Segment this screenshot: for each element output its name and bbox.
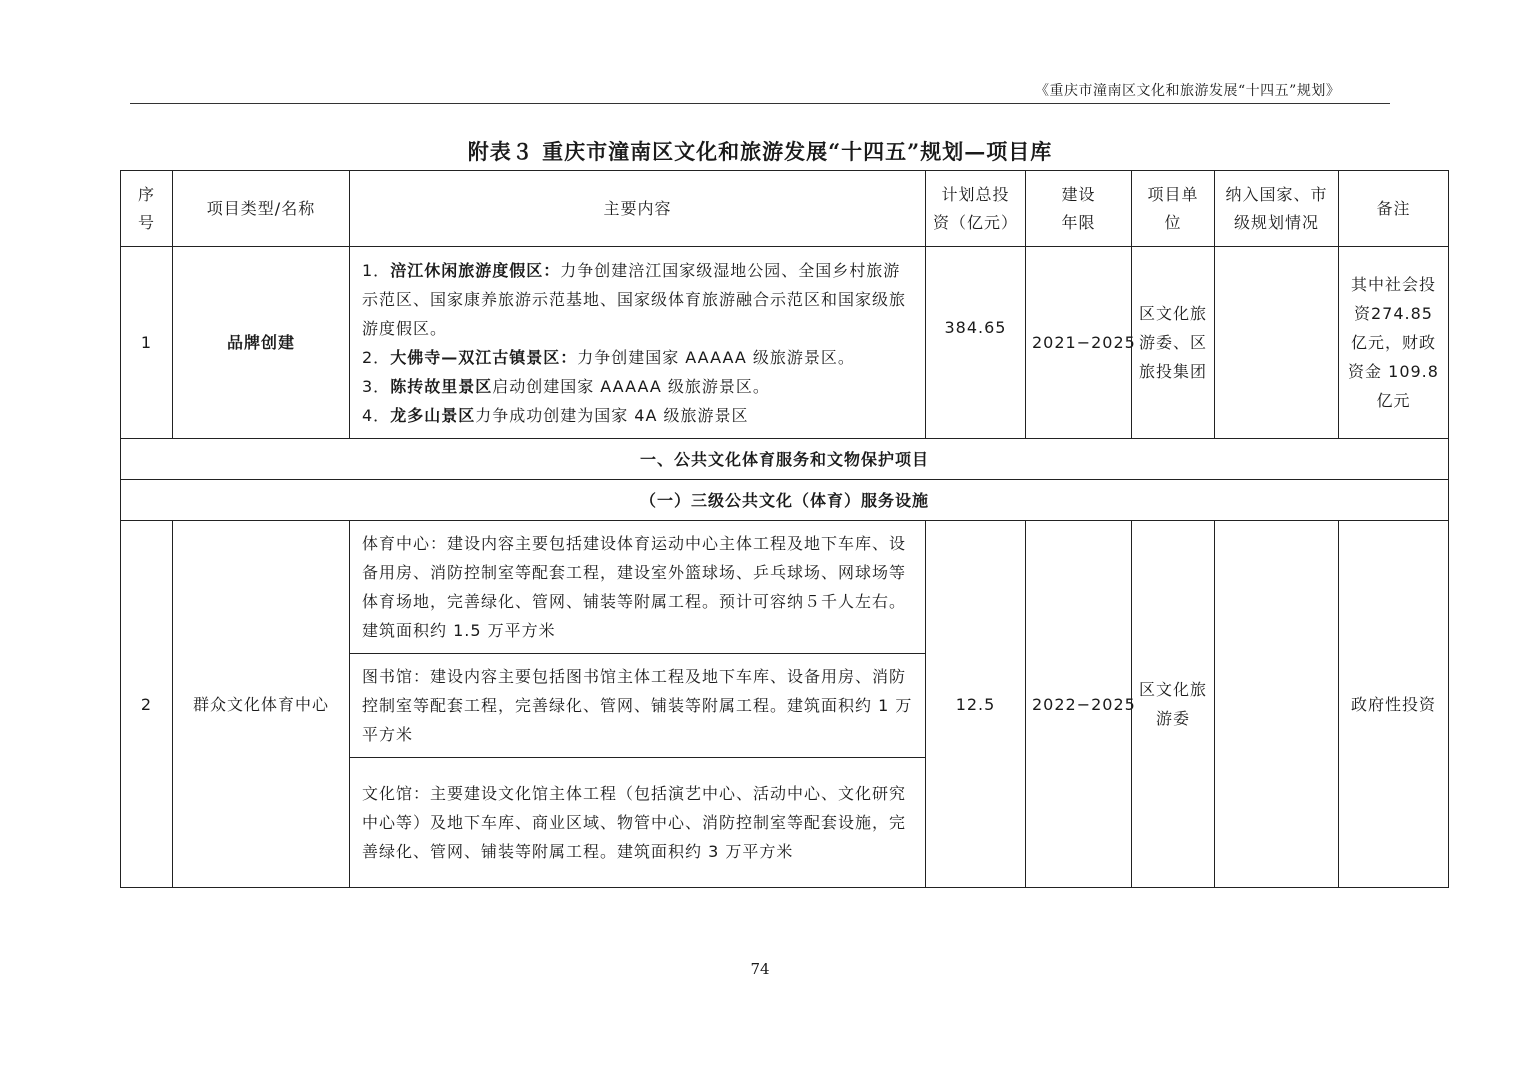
row2-note: 政府性投资	[1339, 521, 1449, 888]
row2-plan	[1215, 521, 1339, 888]
row1-item-2: 2．大佛寺—双江古镇景区：力争创建国家 AAAAA 级旅游景区。	[362, 347, 855, 367]
col-content: 主要内容	[350, 171, 926, 247]
row1-seq: 1	[121, 247, 173, 439]
section-row	[121, 480, 1449, 521]
col-note: 备注	[1339, 171, 1449, 247]
col-plan: 纳入国家、市 级规划情况	[1215, 171, 1339, 247]
col-invest: 计划总投 资（亿元）	[926, 171, 1026, 247]
section-heading-1: 一、公共文化体育服务和文物保护项目	[121, 439, 1449, 480]
col-period: 建设 年限	[1026, 171, 1132, 247]
row1-unit: 区文化旅游委、区旅投集团	[1132, 247, 1215, 439]
header-row	[121, 171, 1449, 247]
row1-name: 品牌创建	[173, 247, 350, 439]
row1-item-1: 1．涪江休闲旅游度假区：力争创建涪江国家级湿地公园、全国乡村旅游示范区、国家康养旅游示范基地、国家级体育旅游融合示范区和国家级旅游度假区。	[362, 260, 907, 338]
row1-item-3: 3．陈抟故里景区启动创建国家 AAAAA 级旅游景区。	[362, 376, 770, 396]
table-row	[121, 247, 1449, 439]
project-table	[120, 170, 1449, 888]
row2-content-sports: 体育中心：建设内容主要包括建设体育运动中心主体工程及地下车库、设备用房、消防控制室等配套工程，建设室外篮球场、乒乓球场、网球场等体育场地，完善绿化、管网、铺装等附属工程。预计可容纳５千人左右。建筑面积约 1.5 万平方米	[350, 521, 926, 654]
row1-content	[350, 247, 926, 439]
header-rule	[130, 103, 1390, 104]
section-heading-2: （一）三级公共文化（体育）服务设施	[121, 480, 1449, 521]
col-unit: 项目单 位	[1132, 171, 1215, 247]
row2-seq: 2	[121, 521, 173, 888]
table-row	[121, 521, 1449, 654]
row1-item-4: 4．龙多山景区力争成功创建为国家 4A 级旅游景区	[362, 405, 749, 425]
running-header: 《重庆市潼南区文化和旅游发展“十四五”规划》	[1035, 83, 1341, 99]
row1-period: 2021−2025	[1026, 247, 1132, 439]
row2-name: 群众文化体育中心	[173, 521, 350, 888]
table-title: 附表３ 重庆市潼南区文化和旅游发展“十四五”规划—项目库	[467, 139, 1053, 164]
row2-invest: 12.5	[926, 521, 1026, 888]
col-name: 项目类型/名称	[173, 171, 350, 247]
row1-note: 其中社会投资274.85 亿元，财政资金 109.8 亿元	[1339, 247, 1449, 439]
row2-content-library: 图书馆：建设内容主要包括图书馆主体工程及地下车库、设备用房、消防控制室等配套工程，完善绿化、管网、铺装等附属工程。建筑面积约 1 万平方米	[350, 654, 926, 758]
row2-period: 2022−2025	[1026, 521, 1132, 888]
row1-plan	[1215, 247, 1339, 439]
row2-unit: 区文化旅游委	[1132, 521, 1215, 888]
page-number: 74	[750, 960, 770, 978]
row2-content-culture: 文化馆：主要建设文化馆主体工程（包括演艺中心、活动中心、文化研究中心等）及地下车库、商业区域、物管中心、消防控制室等配套设施，完善绿化、管网、铺装等附属工程。建筑面积约 3 万平方米	[350, 758, 926, 888]
col-seq: 序 号	[121, 171, 173, 247]
section-row	[121, 439, 1449, 480]
row1-invest: 384.65	[926, 247, 1026, 439]
